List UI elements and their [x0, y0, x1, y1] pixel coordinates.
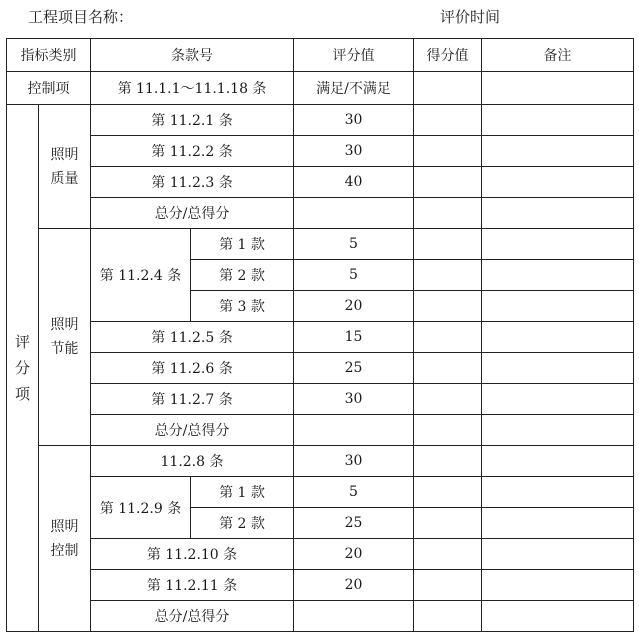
- item-cell: 第 2 款: [191, 260, 294, 291]
- score-cell: 25: [294, 508, 414, 539]
- score-cell: 20: [294, 539, 414, 570]
- got-cell[interactable]: [414, 167, 482, 198]
- got-cell[interactable]: [414, 105, 482, 136]
- note-cell[interactable]: [482, 539, 634, 570]
- note-cell[interactable]: [482, 229, 634, 260]
- score-cell: 5: [294, 477, 414, 508]
- got-cell[interactable]: [414, 508, 482, 539]
- header-row: [7, 39, 634, 72]
- col-header-note: 备注: [482, 39, 634, 72]
- item-cell: 第 1 款: [191, 477, 294, 508]
- scoring-items-label: 评 分 项: [7, 105, 39, 632]
- control-clause: 第 11.1.1～11.1.18 条: [91, 72, 294, 105]
- score-cell: 30: [294, 105, 414, 136]
- note-cell[interactable]: [482, 260, 634, 291]
- sub-clause-cell: 第 11.2.4 条: [91, 229, 191, 322]
- score-cell: 20: [294, 291, 414, 322]
- table-row: [7, 415, 634, 446]
- table-row: [7, 570, 634, 601]
- table-row: [7, 105, 634, 136]
- control-row: [7, 72, 634, 105]
- note-cell[interactable]: [482, 136, 634, 167]
- item-cell: 第 2 款: [191, 508, 294, 539]
- score-cell: 5: [294, 229, 414, 260]
- note-cell[interactable]: [482, 167, 634, 198]
- project-name-label: 工程项目名称：: [28, 8, 134, 26]
- score-cell: 15: [294, 322, 414, 353]
- got-cell[interactable]: [414, 384, 482, 415]
- score-cell: 40: [294, 167, 414, 198]
- got-cell[interactable]: [414, 353, 482, 384]
- note-cell[interactable]: [482, 508, 634, 539]
- table-row: [7, 539, 634, 570]
- total-label: 总分/总得分: [91, 415, 294, 446]
- clause-cell: 第 11.2.7 条: [91, 384, 294, 415]
- item-cell: 第 1 款: [191, 229, 294, 260]
- score-cell: 25: [294, 353, 414, 384]
- note-cell[interactable]: [482, 291, 634, 322]
- score-cell: 5: [294, 260, 414, 291]
- table-row: [7, 322, 634, 353]
- clause-cell: 第 11.2.2 条: [91, 136, 294, 167]
- note-cell[interactable]: [482, 353, 634, 384]
- table-row: [7, 477, 634, 508]
- got-cell[interactable]: [414, 72, 482, 105]
- note-cell[interactable]: [482, 105, 634, 136]
- col-header-score: 评分值: [294, 39, 414, 72]
- score-cell: [294, 198, 414, 229]
- got-cell[interactable]: [414, 229, 482, 260]
- score-cell: 30: [294, 446, 414, 477]
- clause-cell: 第 11.2.10 条: [91, 539, 294, 570]
- col-header-clause: 条款号: [91, 39, 294, 72]
- table-row: [7, 601, 634, 632]
- got-cell[interactable]: [414, 415, 482, 446]
- got-cell[interactable]: [414, 291, 482, 322]
- note-cell[interactable]: [482, 198, 634, 229]
- table-row: [7, 229, 634, 260]
- score-table: [6, 38, 634, 632]
- table-row: [7, 198, 634, 229]
- got-cell[interactable]: [414, 198, 482, 229]
- got-cell[interactable]: [414, 260, 482, 291]
- control-label: 控制项: [7, 72, 91, 105]
- got-cell[interactable]: [414, 446, 482, 477]
- score-cell: [294, 601, 414, 632]
- table-row: [7, 136, 634, 167]
- clause-cell: 第 11.2.1 条: [91, 105, 294, 136]
- score-cell: 30: [294, 384, 414, 415]
- col-header-category: 指标类别: [7, 39, 91, 72]
- total-label: 总分/总得分: [91, 198, 294, 229]
- total-label: 总分/总得分: [91, 601, 294, 632]
- note-cell[interactable]: [482, 415, 634, 446]
- score-cell: [294, 415, 414, 446]
- got-cell[interactable]: [414, 136, 482, 167]
- clause-cell: 11.2.8 条: [91, 446, 294, 477]
- got-cell[interactable]: [414, 477, 482, 508]
- evaluation-time-label: 评价时间: [440, 8, 501, 26]
- got-cell[interactable]: [414, 601, 482, 632]
- note-cell[interactable]: [482, 601, 634, 632]
- table-row: [7, 446, 634, 477]
- item-cell: 第 3 款: [191, 291, 294, 322]
- control-score: 满足/不满足: [294, 72, 414, 105]
- sub-clause-cell: 第 11.2.9 条: [91, 477, 191, 539]
- note-cell[interactable]: [482, 477, 634, 508]
- table-row: [7, 167, 634, 198]
- clause-cell: 第 11.2.6 条: [91, 353, 294, 384]
- group-saving-name: 照明 节能: [39, 229, 91, 446]
- group-control-name: 照明 控制: [39, 446, 91, 632]
- note-cell[interactable]: [482, 384, 634, 415]
- got-cell[interactable]: [414, 570, 482, 601]
- table-row: [7, 353, 634, 384]
- note-cell[interactable]: [482, 322, 634, 353]
- score-cell: 20: [294, 570, 414, 601]
- clause-cell: 第 11.2.3 条: [91, 167, 294, 198]
- got-cell[interactable]: [414, 322, 482, 353]
- note-cell[interactable]: [482, 72, 634, 105]
- table-row: [7, 384, 634, 415]
- clause-cell: 第 11.2.5 条: [91, 322, 294, 353]
- clause-cell: 第 11.2.11 条: [91, 570, 294, 601]
- score-cell: 30: [294, 136, 414, 167]
- note-cell[interactable]: [482, 570, 634, 601]
- got-cell[interactable]: [414, 539, 482, 570]
- col-header-got: 得分值: [414, 39, 482, 72]
- note-cell[interactable]: [482, 446, 634, 477]
- group-quality-name: 照明 质量: [39, 105, 91, 229]
